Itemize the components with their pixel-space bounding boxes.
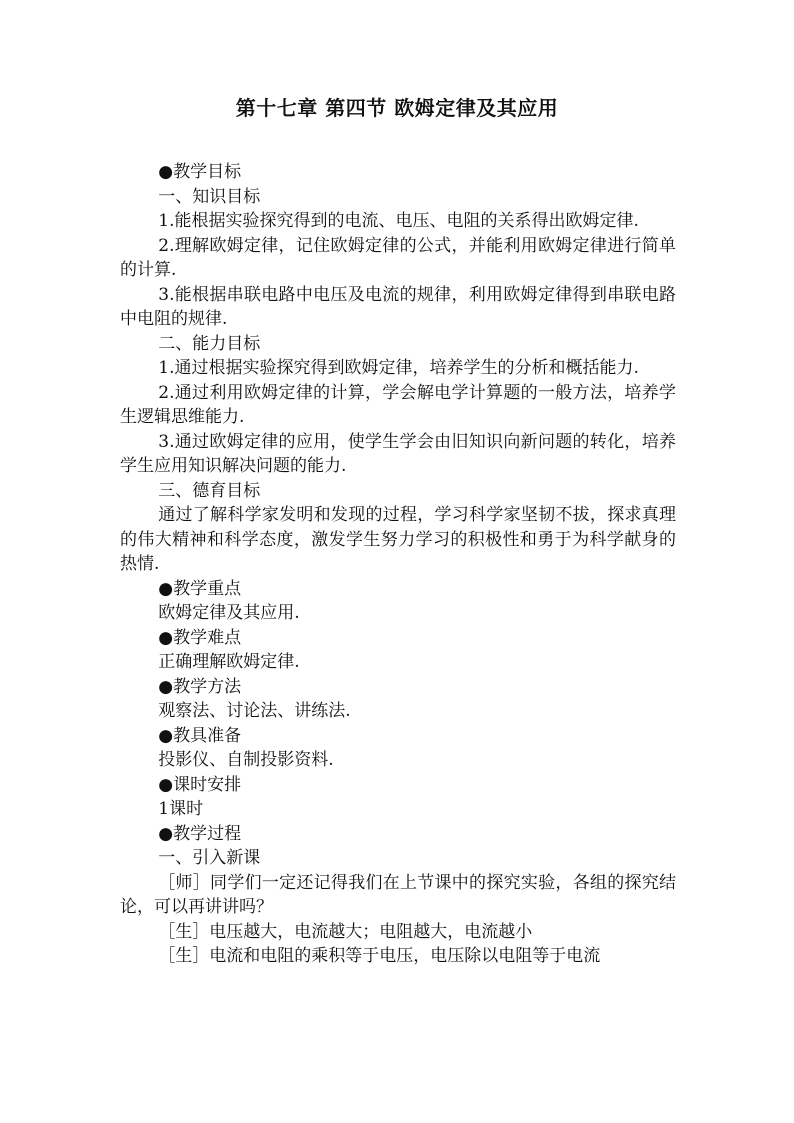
subheading-introduction: 一、引入新课 <box>158 848 261 868</box>
paragraph: 2.通过利用欧姆定律的计算，学会解电学计算题的一般方法，培养学生逻辑思维能力. <box>120 382 676 427</box>
paragraph: 观察法、讨论法、讲练法. <box>158 701 351 721</box>
section-heading-equipment: ●教具准备 <box>158 725 242 746</box>
section-heading-process: ●教学过程 <box>158 823 242 844</box>
dialogue-line: ［师］同学们一定还记得我们在上节课中的探究实验，各组的探究结论，可以再讲讲吗？ <box>120 872 676 917</box>
subheading-knowledge-goals: 一、知识目标 <box>158 186 261 207</box>
paragraph: 2.理解欧姆定律，记住欧姆定律的公式，并能利用欧姆定律进行简单的计算. <box>120 235 676 280</box>
subheading-ability-goals: 二、能力目标 <box>158 333 261 354</box>
dialogue-line: ［生］电流和电阻的乘积等于电压，电压除以电阻等于电流 <box>158 946 601 966</box>
paragraph: 1课时 <box>158 799 204 819</box>
section-heading-schedule: ●课时安排 <box>158 774 242 795</box>
section-heading-methods: ●教学方法 <box>158 676 242 697</box>
document-body <box>120 160 676 969</box>
document-title: 第十七章 第四节 欧姆定律及其应用 <box>235 96 559 120</box>
paragraph: 通过了解科学家发明和发现的过程，学习科学家坚韧不拔，探求真理的伟大精神和科学态度，激发学生努力学习的积极性和勇于为科学献身的热情. <box>120 505 676 574</box>
paragraph: 1.通过根据实验探究得到欧姆定律，培养学生的分析和概括能力. <box>158 358 639 378</box>
paragraph: 3.通过欧姆定律的应用，使学生学会由旧知识向新问题的转化，培养学生应用知识解决问题的能力. <box>120 431 676 476</box>
section-heading-difficulties: ●教学难点 <box>158 627 242 648</box>
section-heading-key-points: ●教学重点 <box>158 578 242 599</box>
subheading-moral-goals: 三、德育目标 <box>158 480 261 501</box>
section-heading-teaching-goals: ●教学目标 <box>158 162 242 182</box>
paragraph: 欧姆定律及其应用. <box>158 603 300 623</box>
paragraph: 投影仪、自制投影资料. <box>158 750 334 770</box>
paragraph: 正确理解欧姆定律. <box>158 652 300 672</box>
dialogue-line: ［生］电压越大，电流越大；电阻越大，电流越小 <box>158 921 533 942</box>
paragraph: 1.能根据实验探究得到的电流、电压、电阻的关系得出欧姆定律. <box>158 211 639 231</box>
paragraph: 3.能根据串联电路中电压及电流的规律，利用欧姆定律得到串联电路中电阻的规律. <box>120 284 676 329</box>
